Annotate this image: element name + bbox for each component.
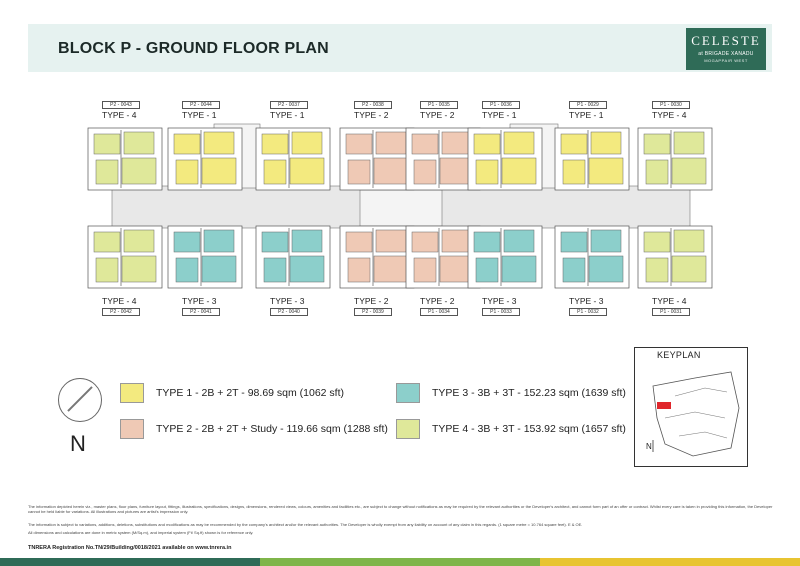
room: [292, 230, 322, 252]
keyplan-title: KEYPLAN: [657, 350, 701, 360]
compass-north-label: N: [70, 431, 86, 456]
unit-code-tag: P1 - 0035: [420, 101, 458, 109]
brand-name: CELESTE: [691, 33, 761, 48]
room: [591, 132, 621, 154]
room: [591, 230, 621, 252]
room: [292, 132, 322, 154]
legend-type-3: [396, 382, 626, 404]
room: [376, 132, 406, 154]
room: [589, 256, 623, 282]
room: [476, 258, 498, 282]
room: [646, 160, 668, 184]
brand-sub: at BRIGADE XANADU: [698, 51, 754, 57]
legend-label-type-2: TYPE 2 - 2B + 2T + Study - 119.66 sqm (1288 sft): [156, 423, 388, 435]
brand-location: MOGAPPAIR WEST: [704, 58, 748, 63]
room: [374, 158, 408, 184]
room: [174, 134, 200, 154]
room: [672, 158, 706, 184]
room: [262, 232, 288, 252]
disclaimer-line-3: All dimensions and calculations are done in metric system (M/Sq.m), and imperial system (Ft/ Sq.ft) shown is for reference only.: [28, 530, 254, 535]
disclaimer-line-1: The information depicted herein viz., master plans, floor plans, furniture layout, fittings, illustrations, specifications, designs, dimensions, rendered views, colours, amenities and facilities etc., are subject to change without notifications as may be required by the relevant authorities or the Developer's architect, and cannot form part of an offer or contract. Whilst every care is taken in providing this information, the Developer cannot be held liable for variations. All illustrations and pictures are artist's impression only.: [28, 504, 773, 514]
room: [94, 134, 120, 154]
unit-code-tag: P2 - 0040: [270, 308, 308, 316]
unit-type-label: TYPE - 2: [354, 110, 389, 120]
room: [96, 160, 118, 184]
room: [563, 258, 585, 282]
room: [442, 230, 472, 252]
unit-code-tag: P2 - 0042: [102, 308, 140, 316]
legend-type-1: [120, 382, 344, 404]
room: [124, 230, 154, 252]
unit-type-label: TYPE - 4: [102, 110, 137, 120]
room: [674, 132, 704, 154]
unit-type-label: TYPE - 3: [569, 296, 604, 306]
room: [561, 134, 587, 154]
room: [96, 258, 118, 282]
room: [374, 256, 408, 282]
footer-segment-3: [540, 558, 800, 566]
unit-type-label: TYPE - 1: [182, 110, 217, 120]
legend-label-type-4: TYPE 4 - 3B + 3T - 153.92 sqm (1657 sft): [432, 423, 626, 435]
core-block-3: [360, 190, 442, 226]
unit-code-tag: P1 - 0036: [482, 101, 520, 109]
rera-registration: TNRERA Registration No.TN/29/Building/0018/2021 available on www.tnrera.in: [28, 545, 232, 551]
room: [346, 134, 372, 154]
legend-swatch-type-3: [396, 383, 420, 403]
unit-code-tag: P1 - 0029: [569, 101, 607, 109]
unit-code-tag: P1 - 0031: [652, 308, 690, 316]
room: [348, 258, 370, 282]
unit-type-label: TYPE - 4: [102, 296, 137, 306]
room: [561, 232, 587, 252]
keyplan-highlight-block: [657, 402, 671, 409]
footer-segment-1: [0, 558, 260, 566]
room: [122, 256, 156, 282]
keyplan-map: [635, 348, 749, 468]
room: [644, 134, 670, 154]
room: [504, 132, 534, 154]
unit-code-tag: P2 - 0039: [354, 308, 392, 316]
room: [202, 256, 236, 282]
room: [264, 258, 286, 282]
room: [376, 230, 406, 252]
room: [646, 258, 668, 282]
room: [412, 232, 438, 252]
legend-swatch-type-4: [396, 419, 420, 439]
room: [589, 158, 623, 184]
page-title: BLOCK P - GROUND FLOOR PLAN: [58, 40, 329, 57]
room: [290, 256, 324, 282]
room: [204, 230, 234, 252]
unit-code-tag: P2 - 0044: [182, 101, 220, 109]
unit-code-tag: P2 - 0041: [182, 308, 220, 316]
room: [202, 158, 236, 184]
unit-code-tag: P1 - 0032: [569, 308, 607, 316]
room: [474, 134, 500, 154]
footer-segment-2: [260, 558, 540, 566]
room: [264, 160, 286, 184]
room: [644, 232, 670, 252]
room: [672, 256, 706, 282]
footer-color-bar: [0, 558, 800, 566]
legend-swatch-type-2: [120, 419, 144, 439]
legend-swatch-type-1: [120, 383, 144, 403]
room: [674, 230, 704, 252]
room: [176, 258, 198, 282]
unit-type-label: TYPE - 3: [270, 296, 305, 306]
room: [124, 132, 154, 154]
room: [174, 232, 200, 252]
room: [502, 256, 536, 282]
room: [414, 160, 436, 184]
unit-type-label: TYPE - 1: [270, 110, 305, 120]
unit-type-label: TYPE - 3: [482, 296, 517, 306]
room: [502, 158, 536, 184]
unit-type-label: TYPE - 3: [182, 296, 217, 306]
legend-label-type-3: TYPE 3 - 3B + 3T - 152.23 sqm (1639 sft): [432, 387, 626, 399]
unit-type-label: TYPE - 4: [652, 296, 687, 306]
legend-type-4: [396, 418, 626, 440]
room: [348, 160, 370, 184]
unit-type-label: TYPE - 4: [652, 110, 687, 120]
room: [504, 230, 534, 252]
legend-label-type-1: TYPE 1 - 2B + 2T - 98.69 sqm (1062 sft): [156, 387, 345, 399]
unit-type-label: TYPE - 2: [354, 296, 389, 306]
room: [476, 160, 498, 184]
room: [442, 132, 472, 154]
keyplan-north-label: N: [646, 442, 652, 451]
room: [414, 258, 436, 282]
unit-type-label: TYPE - 2: [420, 296, 455, 306]
unit-type-label: TYPE - 2: [420, 110, 455, 120]
unit-code-tag: P1 - 0034: [420, 308, 458, 316]
room: [94, 232, 120, 252]
room: [412, 134, 438, 154]
room: [474, 232, 500, 252]
room: [346, 232, 372, 252]
unit-code-tag: P2 - 0037: [270, 101, 308, 109]
unit-type-label: TYPE - 1: [482, 110, 517, 120]
unit-code-tag: P2 - 0043: [102, 101, 140, 109]
room: [290, 158, 324, 184]
room: [176, 160, 198, 184]
room: [122, 158, 156, 184]
unit-code-tag: P1 - 0033: [482, 308, 520, 316]
room: [204, 132, 234, 154]
room: [563, 160, 585, 184]
room: [262, 134, 288, 154]
unit-code-tag: P1 - 0030: [652, 101, 690, 109]
unit-code-tag: P2 - 0038: [354, 101, 392, 109]
legend-type-2: [120, 418, 388, 440]
disclaimer-line-2: The information is subject to variations, additions, deletions, substitutions and modifications as may be recommended by the company's architect and/or the relevant authorities. The Developer is wholly exempt from any liability on account of any claim in this regards. (1 square metre = 10.764 square feet). E & OE.: [28, 522, 583, 527]
unit-type-label: TYPE - 1: [569, 110, 604, 120]
